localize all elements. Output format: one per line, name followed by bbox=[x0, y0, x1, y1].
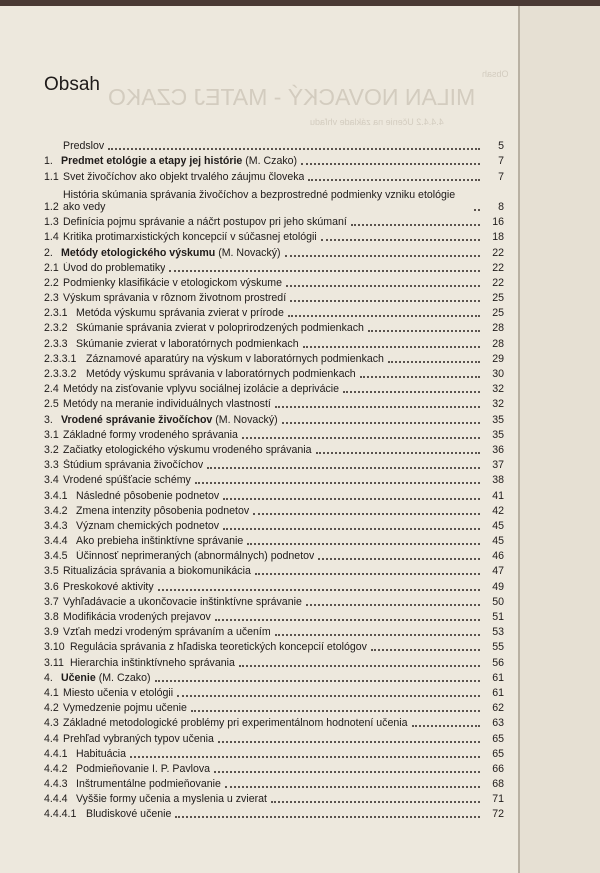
toc-entry-number: 3.4.3 bbox=[44, 519, 68, 532]
dot-leader bbox=[306, 604, 480, 606]
toc-entry bbox=[44, 745, 504, 760]
toc-entry-number: 3.4.4 bbox=[44, 535, 68, 548]
toc-entry-number: 1.1 bbox=[44, 170, 59, 183]
toc-entry-page-number: 35 bbox=[492, 428, 504, 441]
toc-entry-title: Základné metodologické problémy pri experimentálnom hodnotení učenia bbox=[63, 717, 408, 730]
toc-entry-page-number: 62 bbox=[492, 702, 504, 715]
toc-entry bbox=[44, 183, 504, 213]
toc-entry-author: (M. Novacký) bbox=[215, 413, 278, 426]
dot-leader bbox=[290, 300, 480, 302]
toc-entry-title: Úvod do problematiky bbox=[63, 261, 166, 274]
toc-entry-number: 2.1 bbox=[44, 261, 59, 274]
toc-entry-page-number: 37 bbox=[492, 459, 504, 472]
toc-entry-page-number: 16 bbox=[492, 216, 504, 229]
toc-entry-number: 3.3 bbox=[44, 459, 59, 472]
toc-entry-title: Základné formy vrodeného správania bbox=[63, 428, 238, 441]
toc-entry-title-line bbox=[63, 459, 203, 471]
toc-entry-title: Bludiskové učenie bbox=[86, 808, 172, 821]
toc-entry-number: 1.4 bbox=[44, 231, 59, 244]
toc-entry-page-number: 55 bbox=[492, 641, 504, 654]
dot-leader bbox=[301, 163, 480, 165]
toc-entry-title-line bbox=[63, 596, 302, 608]
toc-entry bbox=[44, 259, 504, 274]
toc-entry bbox=[44, 274, 504, 289]
toc-entry-title-line bbox=[70, 641, 367, 653]
toc-entry-page-number: 49 bbox=[492, 580, 504, 593]
toc-entry-title-line bbox=[86, 368, 356, 380]
toc-entry-title: Vrodené spúšťacie schémy bbox=[63, 474, 191, 487]
toc-entry-page-number: 25 bbox=[492, 307, 504, 320]
toc-entry-page-number: 22 bbox=[492, 261, 504, 274]
dot-leader bbox=[175, 816, 480, 818]
toc-entry-page-number: 41 bbox=[492, 489, 504, 502]
toc-entry-page-number: 61 bbox=[492, 671, 504, 684]
dot-leader bbox=[360, 376, 480, 378]
toc-entry-title-line bbox=[63, 189, 470, 213]
dot-leader bbox=[225, 786, 480, 788]
toc-entry-number: 2.3.3 bbox=[44, 337, 68, 350]
toc-entry-author: (M. Czako) bbox=[245, 155, 298, 168]
toc-entry bbox=[44, 243, 504, 258]
toc-entry-title-line bbox=[63, 231, 317, 243]
toc-entry-title: Vymedzenie pojmu učenie bbox=[63, 702, 187, 715]
toc-entry-title-line bbox=[63, 398, 271, 410]
toc-entry-page-number: 38 bbox=[492, 474, 504, 487]
dot-leader bbox=[195, 482, 480, 484]
toc-entry bbox=[44, 441, 504, 456]
toc-entry-title-line bbox=[63, 171, 304, 183]
toc-entry-number: 3.1 bbox=[44, 428, 59, 441]
dot-leader bbox=[316, 452, 481, 454]
toc-entry-title: Vyhľadávacie a ukončovacie inštinktívne správanie bbox=[63, 595, 302, 608]
toc-entry-title-line bbox=[61, 155, 297, 167]
toc-entry-number: 1.2 bbox=[44, 200, 59, 213]
toc-entry-title: Miesto učenia v etológii bbox=[63, 686, 174, 699]
toc-entry bbox=[44, 653, 504, 668]
toc-entry-number: 4.4.4 bbox=[44, 793, 68, 806]
toc-entry bbox=[44, 805, 504, 820]
dot-leader bbox=[388, 361, 480, 363]
toc-entry-number: 3.7 bbox=[44, 595, 59, 608]
dot-leader bbox=[282, 422, 480, 424]
toc-entry-author: (M. Novacký) bbox=[218, 246, 281, 259]
toc-entry bbox=[44, 593, 504, 608]
toc-entry-page-number: 36 bbox=[492, 443, 504, 456]
toc-entry-title: Hierarchia inštinktívneho správania bbox=[70, 656, 235, 669]
toc-entry bbox=[44, 547, 504, 562]
toc-entry bbox=[44, 729, 504, 744]
toc-entry bbox=[44, 410, 504, 425]
toc-entry bbox=[44, 365, 504, 380]
toc-entry-title-line bbox=[61, 672, 151, 684]
toc-entry-title: Zmena intenzity pôsobenia podnetov bbox=[76, 504, 250, 517]
toc-entry-page-number: 68 bbox=[492, 778, 504, 791]
toc-entry-title: Svet živočíchov ako objekt trvalého záujmu človeka bbox=[63, 170, 305, 183]
dot-leader bbox=[288, 315, 480, 317]
table-of-contents bbox=[44, 137, 504, 820]
toc-entry bbox=[44, 669, 504, 684]
dot-leader bbox=[169, 270, 480, 272]
toc-entry-title-line bbox=[76, 520, 219, 532]
toc-entry-number: 3.6 bbox=[44, 580, 59, 593]
toc-entry-number: 4.2 bbox=[44, 702, 59, 715]
toc-entry-number: 2. bbox=[44, 246, 53, 259]
toc-entry-page-number: 29 bbox=[492, 352, 504, 365]
toc-entry bbox=[44, 304, 504, 319]
toc-entry-number: 2.3 bbox=[44, 292, 59, 305]
toc-entry-title: Štúdium správania živočíchov bbox=[63, 459, 204, 472]
bleed-through-running-head: Obsah bbox=[482, 69, 509, 79]
toc-entry-title-line bbox=[76, 490, 219, 502]
toc-entry-title-line bbox=[61, 247, 281, 259]
toc-entry-page-number: 30 bbox=[492, 368, 504, 381]
toc-entry-number: 3.11 bbox=[44, 656, 64, 669]
toc-entry-title-line bbox=[76, 763, 210, 775]
toc-entry-title: Ritualizácia správania a biokomunikácia bbox=[63, 565, 251, 578]
toc-entry bbox=[44, 426, 504, 441]
toc-entry-number: 3.2 bbox=[44, 443, 59, 456]
toc-entry bbox=[44, 608, 504, 623]
toc-entry-page-number: 28 bbox=[492, 322, 504, 335]
toc-entry-number: 1.3 bbox=[44, 216, 59, 229]
toc-entry-page-number: 22 bbox=[492, 246, 504, 259]
toc-entry-number: 4.4.2 bbox=[44, 762, 68, 775]
toc-entry bbox=[44, 638, 504, 653]
toc-entry bbox=[44, 517, 504, 532]
dot-leader bbox=[275, 406, 480, 408]
toc-entry bbox=[44, 152, 504, 167]
toc-entry-title-line bbox=[63, 474, 191, 486]
dot-leader bbox=[130, 756, 480, 758]
dot-leader bbox=[242, 437, 480, 439]
dot-leader bbox=[318, 558, 480, 560]
toc-entry-title-line bbox=[63, 429, 238, 441]
dot-leader bbox=[253, 513, 480, 515]
dot-leader bbox=[412, 725, 481, 727]
toc-entry-title-line bbox=[63, 687, 173, 699]
dot-leader bbox=[177, 695, 480, 697]
dot-leader bbox=[285, 255, 480, 257]
dot-leader bbox=[191, 710, 480, 712]
toc-entry bbox=[44, 319, 504, 334]
dot-leader bbox=[215, 619, 480, 621]
toc-entry bbox=[44, 684, 504, 699]
dot-leader bbox=[321, 239, 480, 241]
dot-leader bbox=[108, 148, 480, 150]
toc-entry bbox=[44, 289, 504, 304]
toc-entry-title-line bbox=[86, 808, 171, 820]
toc-entry bbox=[44, 790, 504, 805]
toc-entry-number: 3.8 bbox=[44, 611, 59, 624]
toc-entry-number: 2.3.2 bbox=[44, 322, 68, 335]
toc-entry-title: Kritika protimarxistických koncepcií v súčasnej etológii bbox=[63, 231, 317, 244]
toc-entry-title: Vyššie formy učenia a myslenia u zvierat bbox=[76, 793, 267, 806]
toc-entry-number: 4. bbox=[44, 671, 53, 684]
toc-entry bbox=[44, 714, 504, 729]
toc-entry-title-line bbox=[63, 702, 187, 714]
toc-entry-title-line bbox=[63, 277, 282, 289]
toc-entry-title-line bbox=[63, 216, 347, 228]
toc-entry-title: Podmienky klasifikácie v etologickom výskume bbox=[63, 276, 283, 289]
toc-entry-title-line bbox=[63, 626, 271, 638]
toc-entry-page-number: 72 bbox=[492, 808, 504, 821]
dot-leader bbox=[218, 741, 480, 743]
toc-entry-page-number: 7 bbox=[498, 155, 504, 168]
dot-leader bbox=[275, 634, 480, 636]
toc-entry-page-number: 22 bbox=[492, 276, 504, 289]
toc-entry bbox=[44, 562, 504, 577]
toc-entry-title-line bbox=[63, 611, 211, 623]
toc-entry-number: 2.2 bbox=[44, 276, 59, 289]
toc-entry-number: 3.10 bbox=[44, 641, 65, 654]
dot-leader bbox=[368, 330, 480, 332]
toc-entry bbox=[44, 532, 504, 547]
toc-entry bbox=[44, 623, 504, 638]
toc-entry bbox=[44, 775, 504, 790]
bleed-through-header: MILAN NOVACKÝ - MATEJ CZAKO bbox=[108, 84, 476, 110]
toc-entry-page-number: 61 bbox=[492, 686, 504, 699]
dot-leader bbox=[158, 589, 480, 591]
toc-entry-title-line bbox=[63, 581, 154, 593]
toc-entry-page-number: 35 bbox=[492, 413, 504, 426]
toc-entry-page-number: 18 bbox=[492, 231, 504, 244]
toc-entry-number: 3.5 bbox=[44, 565, 59, 578]
toc-entry-title: Záznamové aparatúry na výskum v laboratórnych podmienkach bbox=[86, 352, 384, 365]
toc-entry-title: Modifikácia vrodených prejavov bbox=[63, 611, 211, 624]
toc-entry-number: 3.9 bbox=[44, 626, 59, 639]
book-page bbox=[0, 6, 518, 873]
toc-entry-number: 3.4 bbox=[44, 474, 59, 487]
toc-entry-title: Inštrumentálne podmieňovanie bbox=[76, 778, 221, 791]
dot-leader bbox=[308, 179, 480, 181]
toc-entry-title: Skúmanie zvierat v laboratórnych podmienkach bbox=[76, 337, 299, 350]
dot-leader bbox=[271, 801, 480, 803]
toc-entry-title: Predslov bbox=[63, 140, 105, 153]
toc-entry-title-line bbox=[63, 717, 408, 729]
toc-entry-page-number: 5 bbox=[498, 140, 504, 153]
toc-entry-number: 2.5 bbox=[44, 398, 59, 411]
toc-entry-title: Význam chemických podnetov bbox=[76, 519, 220, 532]
toc-entry-page-number: 66 bbox=[492, 762, 504, 775]
toc-entry-title: Predmet etológie a etapy jej histórie bbox=[61, 155, 243, 168]
toc-entry bbox=[44, 456, 504, 471]
toc-entry bbox=[44, 167, 504, 182]
dot-leader bbox=[214, 771, 480, 773]
toc-entry-number: 4.4.4.1 bbox=[44, 808, 77, 821]
toc-entry-page-number: 25 bbox=[492, 292, 504, 305]
toc-entry-author: (M. Czako) bbox=[98, 671, 151, 684]
toc-entry-title-line bbox=[76, 793, 267, 805]
toc-entry bbox=[44, 699, 504, 714]
toc-entry-number: 3. bbox=[44, 413, 53, 426]
dot-leader bbox=[303, 346, 480, 348]
toc-entry-number: 4.3 bbox=[44, 717, 59, 730]
toc-entry-title: Následné pôsobenie podnetov bbox=[76, 489, 220, 502]
toc-entry-title: Prehľad vybraných typov učenia bbox=[63, 732, 214, 745]
dot-leader bbox=[255, 573, 480, 575]
toc-entry bbox=[44, 760, 504, 775]
toc-entry-title: Skúmanie správania zvierat v poloprirodzených podmienkach bbox=[76, 322, 364, 335]
toc-entry-title-line bbox=[63, 383, 339, 395]
toc-entry-page-number: 71 bbox=[492, 793, 504, 806]
toc-entry-number: 2.4 bbox=[44, 383, 59, 396]
toc-entry-title-line bbox=[63, 140, 104, 152]
toc-entry-number: 3.4.5 bbox=[44, 550, 68, 563]
toc-entry-title: Účinnosť neprimeraných (abnormálnych) podnetov bbox=[76, 550, 315, 563]
facing-page-edge bbox=[520, 6, 600, 873]
dot-leader bbox=[223, 528, 480, 530]
toc-entry-page-number: 65 bbox=[492, 732, 504, 745]
dot-leader bbox=[343, 391, 480, 393]
toc-entry-title: Vzťah medzi vrodeným správaním a učením bbox=[63, 626, 271, 639]
dot-leader bbox=[247, 543, 480, 545]
toc-entry-title: Ako prebieha inštinktívne správanie bbox=[76, 535, 244, 548]
toc-entry bbox=[44, 213, 504, 228]
toc-entry-page-number: 32 bbox=[492, 398, 504, 411]
toc-entry bbox=[44, 380, 504, 395]
toc-entry-title: História skúmania správania živočíchov a bezprostredné podmienky vzniku etológie ako vedy bbox=[63, 188, 456, 213]
toc-entry-page-number: 63 bbox=[492, 717, 504, 730]
toc-entry-title-line bbox=[63, 262, 165, 274]
toc-entry-number: 2.3.3.1 bbox=[44, 352, 77, 365]
dot-leader bbox=[286, 285, 480, 287]
toc-entry-title-line bbox=[76, 505, 249, 517]
toc-entry-title-line bbox=[76, 748, 126, 760]
toc-entry-title: Preskokové aktivity bbox=[63, 580, 154, 593]
toc-entry-number: 2.3.3.2 bbox=[44, 368, 77, 381]
dot-leader bbox=[155, 680, 481, 682]
toc-entry-page-number: 50 bbox=[492, 595, 504, 608]
toc-entry-title-line bbox=[76, 338, 299, 350]
toc-entry bbox=[44, 350, 504, 365]
toc-entry-title: Regulácia správania z hľadiska teoretických koncepcií etológov bbox=[70, 641, 367, 654]
toc-entry-page-number: 45 bbox=[492, 535, 504, 548]
toc-entry-title-line bbox=[76, 307, 284, 319]
toc-entry bbox=[44, 486, 504, 501]
toc-entry-title: Podmieňovanie I. P. Pavlova bbox=[76, 762, 211, 775]
toc-entry-page-number: 47 bbox=[492, 565, 504, 578]
toc-entry-title-line bbox=[76, 550, 314, 562]
toc-entry-number: 4.4.1 bbox=[44, 747, 68, 760]
toc-entry-page-number: 56 bbox=[492, 656, 504, 669]
dot-leader bbox=[239, 665, 480, 667]
toc-entry-title: Začiatky etologického výskumu vrodeného správania bbox=[63, 443, 312, 456]
toc-entry-page-number: 7 bbox=[498, 170, 504, 183]
toc-entry-title: Vrodené správanie živočíchov bbox=[61, 413, 213, 426]
toc-entry-page-number: 51 bbox=[492, 611, 504, 624]
toc-entry-title: Výskum správania v rôznom životnom prostredí bbox=[63, 292, 287, 305]
toc-entry-number: 4.4 bbox=[44, 732, 59, 745]
toc-entry-title: Metóda výskumu správania zvierat v prírode bbox=[76, 307, 284, 320]
dot-leader bbox=[474, 209, 480, 211]
toc-entry-title: Metódy výskumu správania v laboratórnych podmienkach bbox=[86, 368, 356, 381]
toc-entry-title: Definícia pojmu správanie a náčrt postupov pri jeho skúmaní bbox=[63, 216, 347, 229]
toc-entry-title: Metódy na zisťovanie vplyvu sociálnej izolácie a deprivácie bbox=[63, 383, 340, 396]
toc-entry-page-number: 65 bbox=[492, 747, 504, 760]
toc-entry bbox=[44, 137, 504, 152]
toc-entry-number: 4.4.3 bbox=[44, 778, 68, 791]
toc-entry bbox=[44, 228, 504, 243]
toc-entry-title-line bbox=[63, 292, 286, 304]
toc-entry bbox=[44, 577, 504, 592]
toc-entry-title: Metódy etologického výskumu bbox=[61, 246, 216, 259]
toc-entry-title-line bbox=[63, 565, 251, 577]
toc-entry-number: 2.3.1 bbox=[44, 307, 68, 320]
dot-leader bbox=[351, 224, 480, 226]
toc-entry-title-line bbox=[76, 322, 364, 334]
toc-entry-page-number: 28 bbox=[492, 337, 504, 350]
toc-entry-page-number: 42 bbox=[492, 504, 504, 517]
dot-leader bbox=[223, 498, 480, 500]
toc-entry-number: 4.1 bbox=[44, 686, 59, 699]
toc-entry-number: 1. bbox=[44, 155, 53, 168]
toc-entry-title-line bbox=[76, 778, 221, 790]
dot-leader bbox=[207, 467, 480, 469]
toc-entry-title: Učenie bbox=[61, 671, 96, 684]
toc-entry-number: 3.4.2 bbox=[44, 504, 68, 517]
toc-entry-title-line bbox=[63, 444, 312, 456]
toc-entry-page-number: 53 bbox=[492, 626, 504, 639]
page-title: Obsah bbox=[44, 74, 100, 95]
toc-entry bbox=[44, 395, 504, 410]
toc-entry-number: 3.4.1 bbox=[44, 489, 68, 502]
toc-entry bbox=[44, 502, 504, 517]
dot-leader bbox=[371, 649, 480, 651]
bleed-through-line: 4.4.4.2 Učenie na základe vhľadu bbox=[310, 117, 444, 127]
toc-entry bbox=[44, 334, 504, 349]
toc-entry-page-number: 8 bbox=[498, 200, 504, 213]
toc-entry-title: Habituácia bbox=[76, 747, 127, 760]
toc-entry-page-number: 32 bbox=[492, 383, 504, 396]
toc-entry-page-number: 45 bbox=[492, 519, 504, 532]
toc-entry-title-line bbox=[63, 733, 214, 745]
toc-entry bbox=[44, 471, 504, 486]
toc-entry-title-line bbox=[86, 353, 384, 365]
toc-entry-title-line bbox=[70, 657, 235, 669]
toc-entry-title-line bbox=[76, 535, 243, 547]
toc-entry-title: Metódy na meranie individuálnych vlastností bbox=[63, 398, 271, 411]
toc-entry-title-line bbox=[61, 414, 278, 426]
toc-entry-page-number: 46 bbox=[492, 550, 504, 563]
